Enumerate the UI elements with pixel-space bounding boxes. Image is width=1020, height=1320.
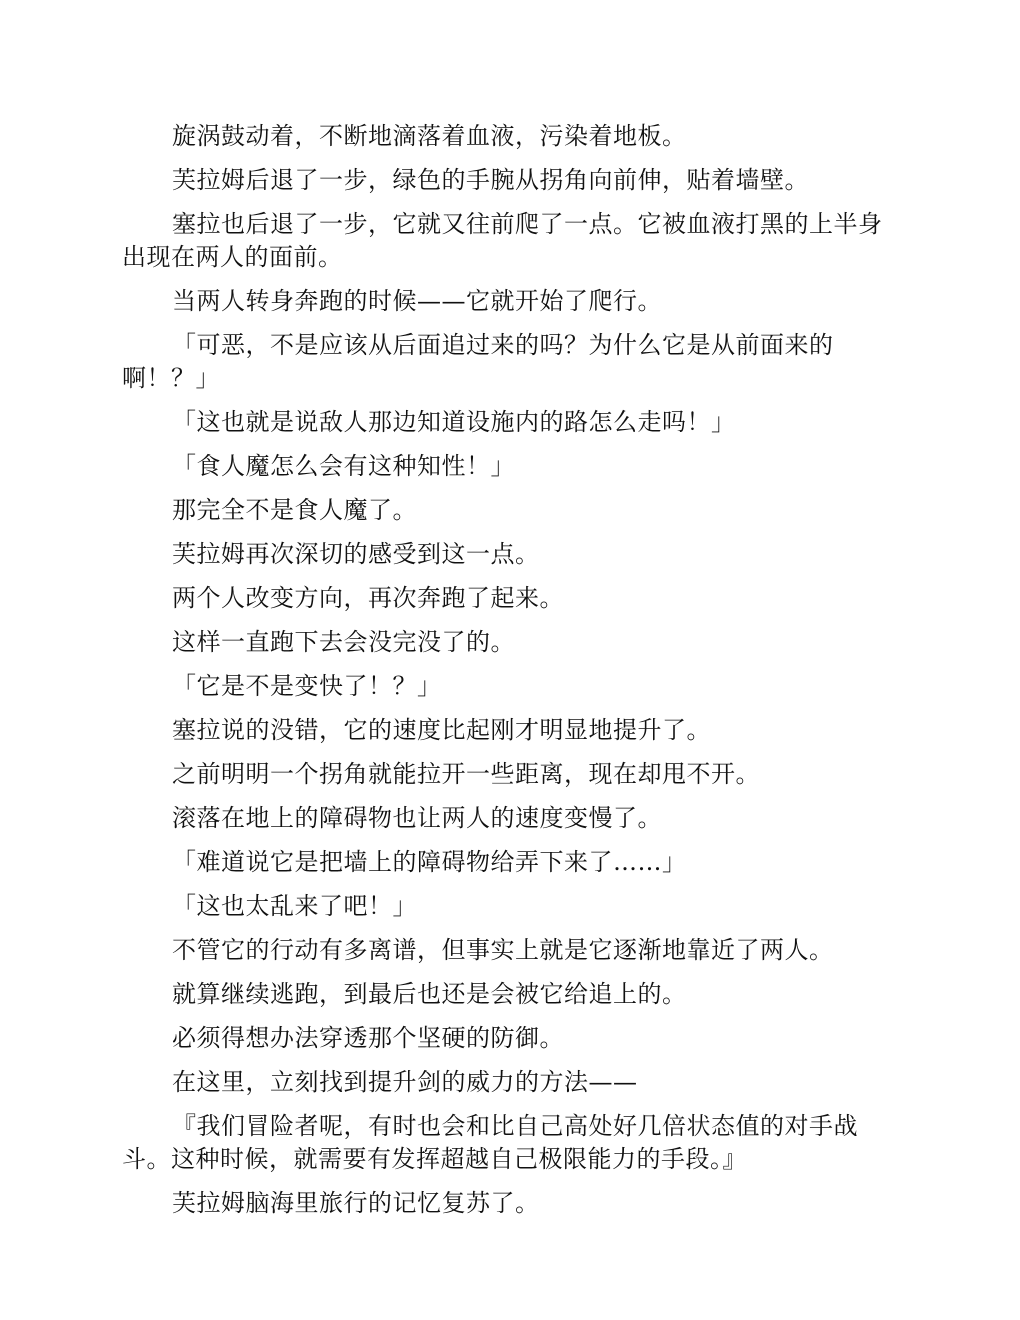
paragraph: 「这也就是说敌人那边知道设施内的路怎么走吗！」 <box>172 408 736 436</box>
paragraph: 「食人魔怎么会有这种知性！」 <box>172 452 515 480</box>
paragraph: 就算继续逃跑，到最后也还是会被它给追上的。 <box>172 980 687 1008</box>
paragraph: 芙拉姆再次深切的感受到这一点。 <box>172 540 540 568</box>
paragraph: 不管它的行动有多离谱，但事实上就是它逐渐地靠近了两人。 <box>172 936 834 964</box>
paragraph: 这样一直跑下去会没完没了的。 <box>172 628 515 656</box>
paragraph: 「这也太乱来了吧！」 <box>172 892 417 920</box>
paragraph: 当两人转身奔跑的时候——它就开始了爬行。 <box>172 287 662 315</box>
paragraph: 「它是不是变快了！？」 <box>172 672 442 700</box>
paragraph: 滚落在地上的障碍物也让两人的速度变慢了。 <box>172 804 662 832</box>
paragraph: 在这里，立刻找到提升剑的威力的方法—— <box>172 1068 638 1096</box>
paragraph: 芙拉姆脑海里旅行的记忆复苏了。 <box>172 1189 540 1217</box>
paragraph: 塞拉也后退了一步，它就又往前爬了一点。它被血液打黑的上半身出现在两人的面前。 <box>122 210 883 271</box>
body-text <box>122 120 902 1231</box>
paragraph: 那完全不是食人魔了。 <box>172 496 417 524</box>
paragraph: 塞拉说的没错，它的速度比起刚才明显地提升了。 <box>172 716 711 744</box>
paragraph: 两个人改变方向，再次奔跑了起来。 <box>172 584 564 612</box>
paragraph: 『我们冒险者呢，有时也会和比自己高处好几倍状态值的对手战斗。这种时候，就需要有发挥超越自己极限能力的手段。』 <box>122 1112 858 1173</box>
paragraph: 之前明明一个拐角就能拉开一些距离，现在却甩不开。 <box>172 760 760 788</box>
paragraph: 「可恶，不是应该从后面追过来的吗？为什么它是从前面来的啊！？」 <box>122 331 834 392</box>
paragraph: 芙拉姆后退了一步，绿色的手腕从拐角向前伸，贴着墙壁。 <box>172 166 809 194</box>
paragraph: 必须得想办法穿透那个坚硬的防御。 <box>172 1024 564 1052</box>
paragraph: 「难道说它是把墙上的障碍物给弄下来了……」 <box>172 848 687 876</box>
paragraph: 旋涡鼓动着，不断地滴落着血液，污染着地板。 <box>172 122 687 150</box>
